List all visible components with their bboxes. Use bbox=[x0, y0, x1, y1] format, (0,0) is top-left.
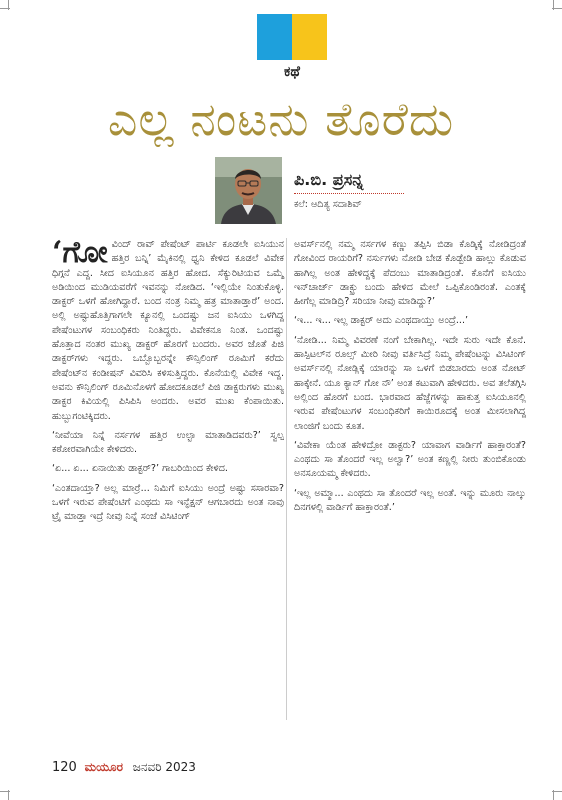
article-paragraph: ಅವರ್ಸ್‌ನಲ್ಲಿ ನಮ್ಮ ನರ್ಸಗಳ ಕಣ್ಣು ತಪ್ಪಿಸಿ ಬಿಡಾ ಕೊಡ್ಕಿಕ್ಕೆ ನೋಡಿದ್ರಂತೆ ಗೋವಿಂದ ರಾಯರಿಗೆ? ನರ್ಸುಗಳು ನೋಡಿ ಬೇಡ ಕೊಡ್ಬೇಡಿ ಹಾಲ್ಲು ಕೊಡುವ ಹಾಗಿಲ್ಲ ಅಂತ ಹೇಳಿದ್ದಕ್ಕೆ ಪೆದಂಬು ಮಾತಾಡಿದ್ರಂತೆ. ಕೊನೆಗೆ ಐಸಿಯು ಇನ್‌ಚಾರ್ಜ್ ಡಾಕ್ಟ್ರು ಬಂದು ಹೇಳಿದ ಮೇಲೆ ಒಪ್ಪಿಕೊಂಡಿರಂತೆ. ಎಂತಕ್ಕೆ ಹೀಗೆಲ್ಲ ಮಾಡಿದ್ರಿ? ಸರಿಯಾ ನೀವು ಮಾಡಿದ್ದು?’ bbox=[294, 239, 526, 308]
author-photo bbox=[215, 157, 282, 224]
article-paragraph: ‘ಗೋವಿಂದ್ ರಾವ್ ಪೇಷೆಂಟ್ ಪಾರ್ಟಿ ಕೂಡಲೇ ಐಸಿಯುನ ಹತ್ತಿರ ಬನ್ನಿ’ ಮೈಕಿನಲ್ಲಿ ಧ್ವನಿ ಕೇಳಿದ ಕೂಡಲೆ ವಿವೇಕ ಧಿಗ್ಗನೆ ಎದ್ದ. ಸೀದ ಐಸಿಯೂನ ಹತ್ತಿರ ಹೋದ. ಸೆಕ್ಯುರಿಟಿಯವ ಒಮ್ಮೆ ಅಡಿಯಿಂದ ಮುಡಿಯವರೆಗೆ ಇವನನ್ನು ನೋಡಿದ. ‘ಇಲ್ಲಿಯೇ ನಿಂತುಕೊಳ್ಳಿ. ಡಾಕ್ಟರ್ ಒಳಗೆ ಹೋಗಿದ್ದಾರೆ. ಬಂದ ನಂತ್ರ ನಿಮ್ಮ ಹತ್ರ ಮಾತಾಡ್ತಾರೆ’ ಅಂದ. ಅಲ್ಲಿ ಅಷ್ಟುಹೊತ್ತಿಗಾಗಲೇ ಕ್ಯೂನಲ್ಲಿ ಒಂದಷ್ಟು ಜನ ಐಸಿಯು ಒಳಗಿದ್ದ ಪೇಷೆಂಟುಗಳ ಸಂಬಂಧಿಕರು ನಿಂತಿದ್ದರು. ವಿವೇಕನೂ ನಿಂತ. ಒಂದಷ್ಟು ಹೊತ್ತಾದ ನಂತರ ಮುಖ್ಯ ಡಾಕ್ಟರ್ ಹೊರಗೆ ಬಂದರು. ಅವರ ಜೊತೆ ಪಿಜಿ ಡಾಕ್ಟರ್‌ಗಳು ಇದ್ದರು. ಒಬ್ಬೊಬ್ಬರನ್ನೇ ಕೌನ್ಸಿಲಿಂಗ್ ರೂಮಿಗೆ ಕರೆದು ಪೇಷೆಂಟ್‌ನ ಕಂಡೀಷನ್ ವಿವರಿಸಿ ಕಳಿಸುತ್ತಿದ್ದರು. ಕೊನೆಯಲ್ಲಿ ವಿವೇಕ ಇದ್ದ. ಅವನು ಕೌನ್ಸಿಲಿಂಗ್ ರೂಮಿನೊಳಗೆ ಹೋದಕೂಡಲೆ ಪಿಜಿ ಡಾಕ್ಟರುಗಳು ಮುಖ್ಯ ಡಾಕ್ಟರ ಕಿವಿಯಲ್ಲಿ ಪಿಸಿಪಿಸಿ ಅಂದರು. ಅವರ ಮುಖ ಕೆಂಪಾಯಿತು. ಹುಬ್ಬುಗಂಟಿಕ್ಕಿದರು. bbox=[52, 235, 284, 422]
story-title: ಎಲ್ಲ ನಂಟನು ತೊರೆದು bbox=[107, 92, 455, 146]
article-paragraph: ‘ಇ... ಇ... ಇಲ್ಲ ಡಾಕ್ಟರ್ ಅದು ಎಂಥದಾಯ್ತು ಅಂದ್ರೆ...’ bbox=[294, 315, 469, 327]
crop-mark bbox=[0, 791, 10, 792]
article-paragraph: ‘ಇಲ್ಲ ಅಮ್ಮಾ... ಎಂಥದು ಸಾ ತೊಂದರೆ ಇಲ್ಲ ಅಂತೆ. ಇನ್ನು ಮೂರು ನಾಲ್ಕು ದಿನಗಳಲ್ಲಿ ವಾರ್ಡಿಗೆ ಹಾಕ್ತಾರಂತೆ.’ bbox=[294, 487, 526, 514]
category-logo bbox=[257, 14, 327, 84]
page-footer bbox=[52, 760, 196, 775]
drop-cap: ‘ಗೋ bbox=[52, 235, 108, 270]
author-divider bbox=[294, 193, 404, 194]
logo-yellow-block bbox=[292, 14, 327, 60]
author-name: ಪಿ.ಬಿ. ಪ್ರಸನ್ನ bbox=[294, 170, 364, 189]
article-paragraph: ‘ನೀವೆಯಾ ನಿನ್ನೆ ನರ್ಸಗಳ ಹತ್ತಿರ ಉಲ್ಟಾ ಮಾತಾಡಿದವರು?’ ಸ್ವಲ್ಪ ಕಠೋರವಾಗಿಯೇ ಕೇಳಿದರು. bbox=[52, 429, 284, 456]
issue-date: ಜನವರಿ 2023 bbox=[132, 760, 196, 774]
crop-mark bbox=[552, 791, 562, 792]
article-column-2 bbox=[294, 238, 526, 520]
page-number: 120 bbox=[52, 760, 77, 775]
crop-mark bbox=[552, 8, 562, 9]
article-paragraph: ‘ಎಂತದಾಯ್ತಾ? ಅಲ್ಲ ಮಾರ್ರೆ... ನಿಮಿಗೆ ಐಸಿಯು ಅಂದ್ರೆ ಅಷ್ಟು ಸಸಾರವಾ? ಒಳಗೆ ಇರುವ ಪೇಷೆಂಟಿಗೆ ಎಂಥದು ಸಾ ಇನ್ಫೆಕ್ಷನ್ ಆಗಬಾರದು ಅಂತ ನಾವು ಟ್ರೈ ಮಾಡ್ತಾ ಇದ್ರೆ ನೀವು ನಿನ್ನೆ ಸಂಜೆ ವಿಸಿಟಿಂಗ್ bbox=[52, 482, 284, 523]
logo-blue-block bbox=[257, 14, 292, 60]
article-paragraph: ‘ವಿವೇಕಾ ಯೆಂತ ಹೇಳಿದ್ರೋ ಡಾಕ್ಟರು? ಯಾವಾಗ ವಾರ್ಡಿಗೆ ಹಾಕ್ತಾರಂತೆ? ಎಂಥದು ಸಾ ತೊಂದರೆ ಇಲ್ಲ ಅಲ್ವಾ?’ ಅಂತ ಕಣ್ಣಲ್ಲಿ ನೀರು ತುಂಬಿಕೊಂಡು ಅನಸೂಯಮ್ಮ ಕೇಳಿದರು. bbox=[294, 439, 526, 480]
art-credit: ಕಲೆ: ಆದಿತ್ಯ ಸದಾಶಿವ್ bbox=[294, 199, 362, 210]
article-column-1 bbox=[52, 235, 284, 530]
article-paragraph: ‘ಏ... ಏ... ಏನಾಯಿತು ಡಾಕ್ಟರ್?’ ಗಾಬರಿಯಿಂದ ಕೇಳಿದ. bbox=[52, 463, 228, 475]
crop-mark bbox=[0, 8, 10, 9]
column-divider bbox=[286, 238, 287, 720]
category-label: ಕಥೆ bbox=[257, 60, 327, 84]
article-paragraph: ‘ನೋಡಿ... ನಿಮ್ಮ ವಿವರಣೆ ನಂಗೆ ಬೇಕಾಗಿಲ್ಲ. ಇದೇ ಸುರು ಇದೇ ಕೊನೆ. ಹಾಸ್ಪಿಟಲ್‌ನ ರೂಲ್ಸ್ ಮೀರಿ ನೀವು ವರ್ತಿಸಿದ್ರೆ ನಿಮ್ಮ ಪೇಷೆಂಟನ್ನು ವಿಸಿಟಿಂಗ್ ಅವರ್ಸ್‌ನಲ್ಲಿ ನೋಡ್ಲಿಕ್ಕೆ ಯಾರನ್ನು ಸಾ ಒಳಗೆ ಬಿಡಬಾರದು ಅಂತ ನೋಟ್ ಹಾಕ್ಕೇನೆ. ಯೂ ಕ್ಯಾನ್ ಗೋ ನೌ’ ಅಂತ ಕಟುವಾಗಿ ಹೇಳಿದರು. ಅವ ತಲೆತಗ್ಗಿಸಿ ಅಲ್ಲಿಂದ ಹೊರಗೆ ಬಂದ. ಭಾರವಾದ ಹೆಜ್ಜೆಗಳನ್ನು ಹಾಕುತ್ತ ಐಸಿಯೂನಲ್ಲಿ ಇರುವ ಪೇಷೆಂಟುಗಳ ಸಂಬಂಧಿಕರಿಗೆ ಕಾಯಿರೂದಕ್ಕೆ ಅಂತ ಮೀಸಲಾಗಿದ್ದ ಲಾಂಜಿಗೆ ಬಂದು ಕೂತ. bbox=[294, 334, 526, 432]
magazine-name: ಮಯೂರ bbox=[84, 760, 123, 774]
